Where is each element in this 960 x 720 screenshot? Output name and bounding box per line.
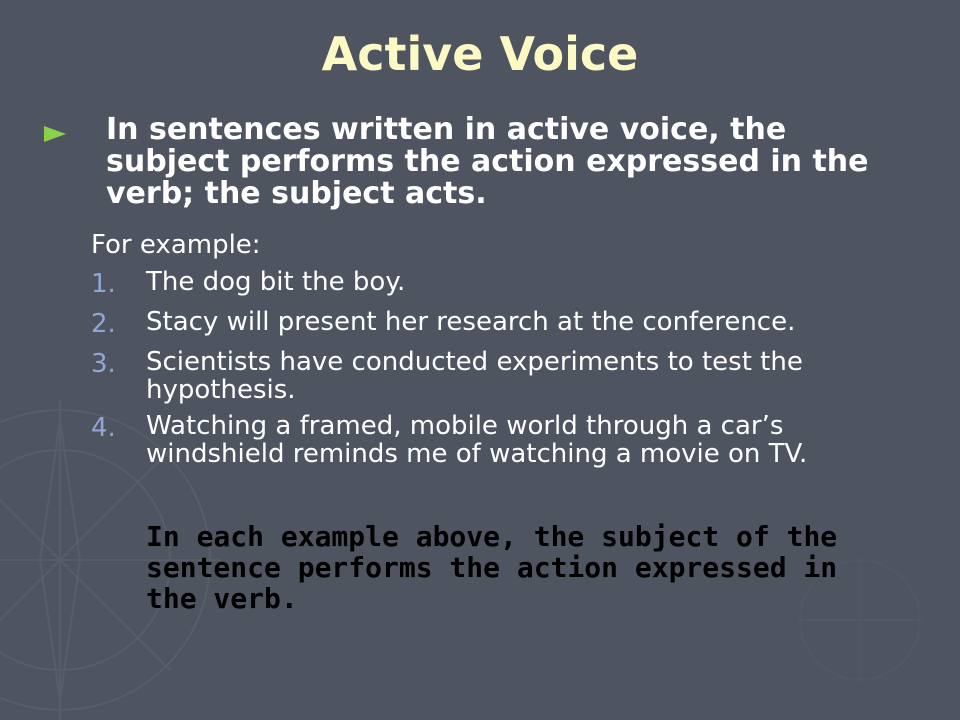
for-example-label: For example: [91, 230, 261, 260]
list-item-number: 1. [91, 269, 116, 299]
list-item-number: 4. [91, 413, 116, 443]
slide-title: Active Voice [321, 27, 639, 81]
examples-list [91, 268, 911, 476]
list-item-number: 2. [91, 309, 116, 339]
list-item-text: Watching a framed, mobile world through a car’s windshield reminds me of watching a movie on TV. [146, 411, 808, 469]
list-item [91, 268, 911, 300]
main-point-text: In sentences written in active voice, the subject performs the action expressed in the verb; the subject acts. [106, 112, 869, 211]
list-item [91, 412, 911, 468]
list-item-text: The dog bit the boy. [146, 267, 406, 297]
summary-text: In each example above, the subject of the sentence performs the action expressed in the verb. [146, 520, 838, 615]
triangle-right-icon [44, 126, 66, 142]
list-item [91, 348, 911, 404]
list-item [91, 308, 911, 340]
list-item-text: Scientists have conducted experiments to test the hypothesis. [146, 347, 803, 405]
list-item-text: Stacy will present her research at the conference. [146, 307, 796, 337]
list-item-number: 3. [91, 349, 116, 379]
